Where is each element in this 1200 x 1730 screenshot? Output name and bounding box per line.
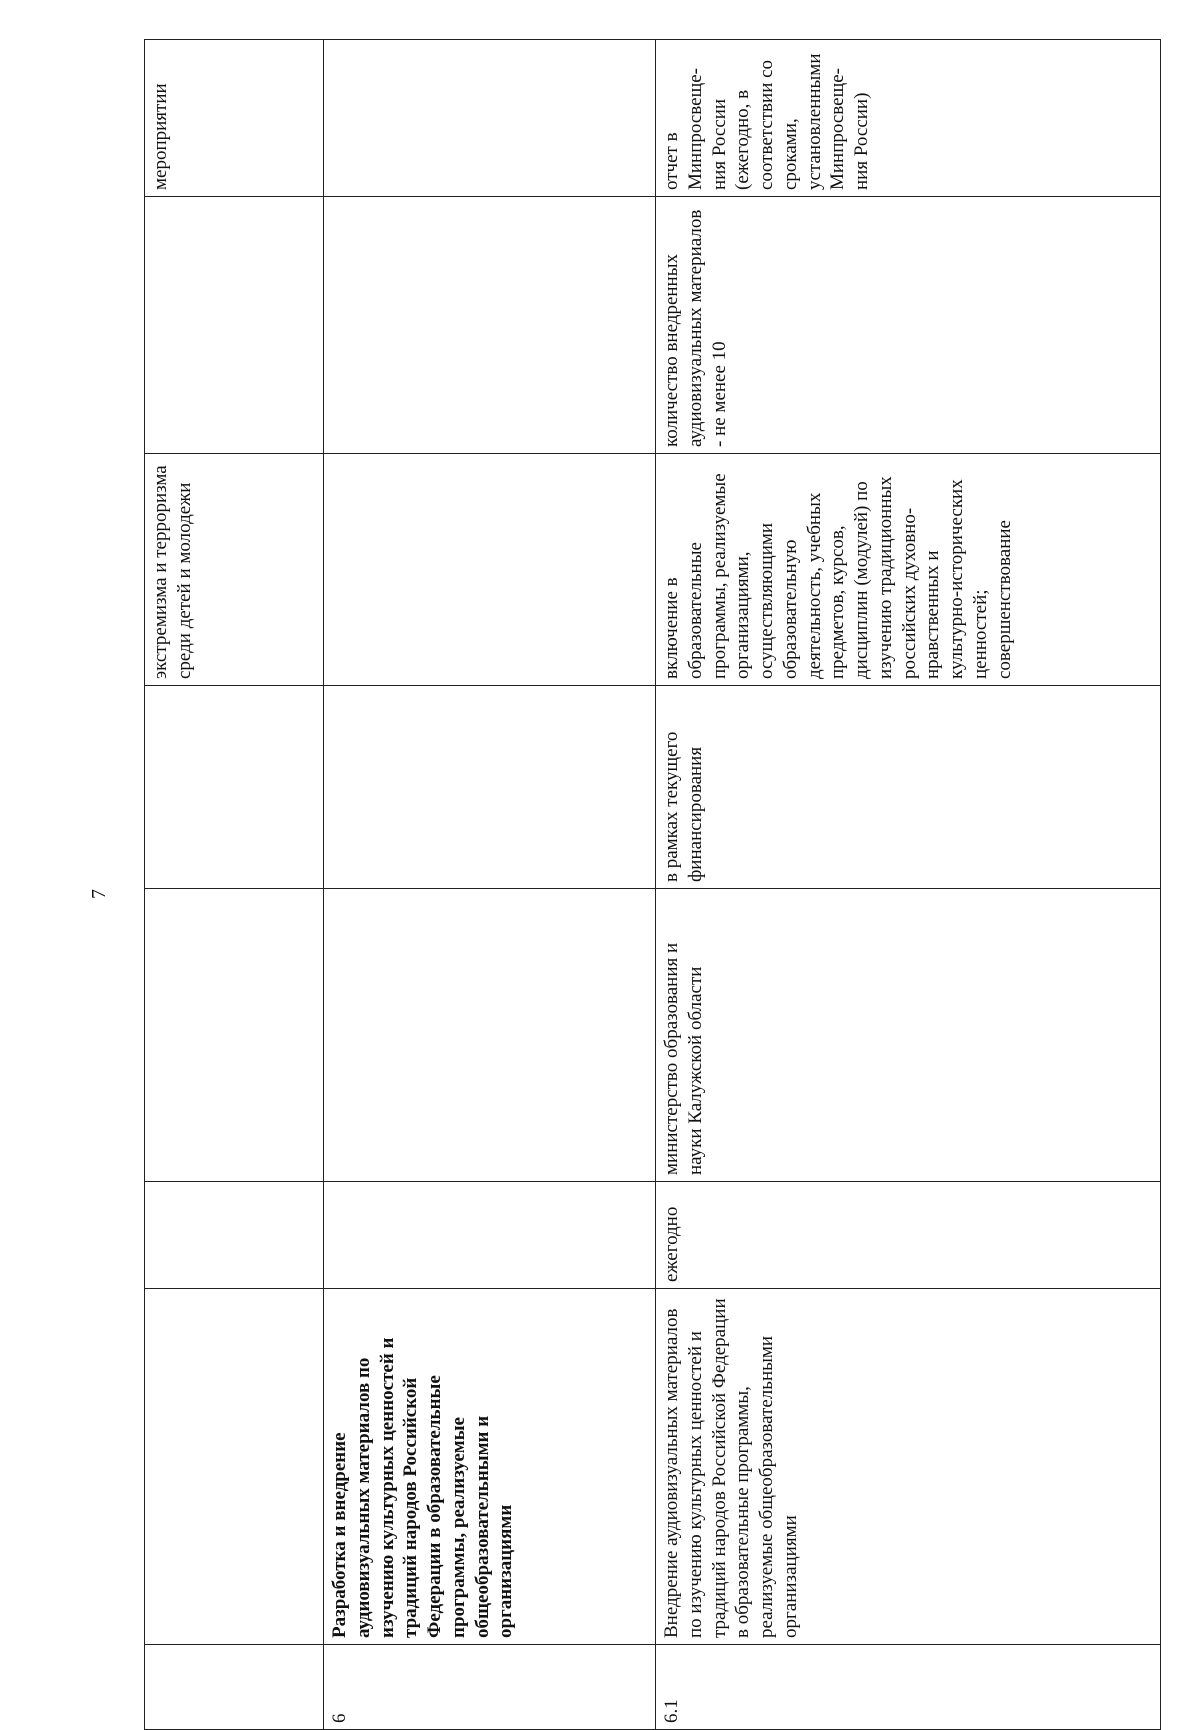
- cell-term: [145, 1182, 324, 1289]
- cell-num: [145, 1645, 324, 1730]
- action-plan-table: [144, 39, 1161, 1730]
- cell-report: отчет в Минпросвеще-ния России (ежегодно, в соответствии со сроками, установленными Минпросвеще-ния России): [656, 40, 1161, 197]
- cell-executor: министерство образования и науки Калужской области: [656, 889, 1161, 1182]
- table-row-continuation: [145, 40, 324, 1730]
- cell-result: включение в образовательные программы, реализуемые организациями, осуществляющими образовательную деятельность, учебных предметов, курсов, дисциплин (модулей) по изучению традиционных российских духовно-нравственных и культурно-исторических ценностей; совершенствование: [656, 454, 1161, 686]
- cell-financing: [324, 686, 656, 889]
- cell-result: [324, 454, 656, 686]
- cell-report: [324, 40, 656, 197]
- cell-indicator: [145, 197, 324, 454]
- cell-term: [324, 1182, 656, 1289]
- document-table-rotated: [144, 40, 1133, 1730]
- cell-indicator: количество внедренных аудиовизуальных материалов - не менее 10: [656, 197, 1161, 454]
- cell-num: 6.1: [656, 1645, 1161, 1730]
- table-row-6: [324, 40, 656, 1730]
- cell-num: 6: [324, 1645, 656, 1730]
- page-number: 7: [87, 889, 110, 899]
- cell-name: Внедрение аудиовизуальных материалов по изучению культурных ценностей и традиций народов Российской Федерации в образовательные программы, реализуемые общеобразовательными организациями: [656, 1289, 1161, 1645]
- cell-executor: [324, 889, 656, 1182]
- cell-report: мероприятии: [145, 40, 324, 197]
- cell-name: [145, 1289, 324, 1645]
- cell-result: экстремизма и терроризма среди детей и молодежи: [145, 454, 324, 686]
- cell-financing: в рамках текущего финансирования: [656, 686, 1161, 889]
- cell-indicator: [324, 197, 656, 454]
- table-row-6-1: [656, 40, 1161, 1730]
- cell-financing: [145, 686, 324, 889]
- cell-executor: [145, 889, 324, 1182]
- cell-term: ежегодно: [656, 1182, 1161, 1289]
- cell-name: Разработка и внедрение аудиовизуальных материалов по изучению культурных ценностей и традиций народов Российской Федерации в образовательные программы, реализуемые общеобразовательными и организациями: [324, 1289, 656, 1645]
